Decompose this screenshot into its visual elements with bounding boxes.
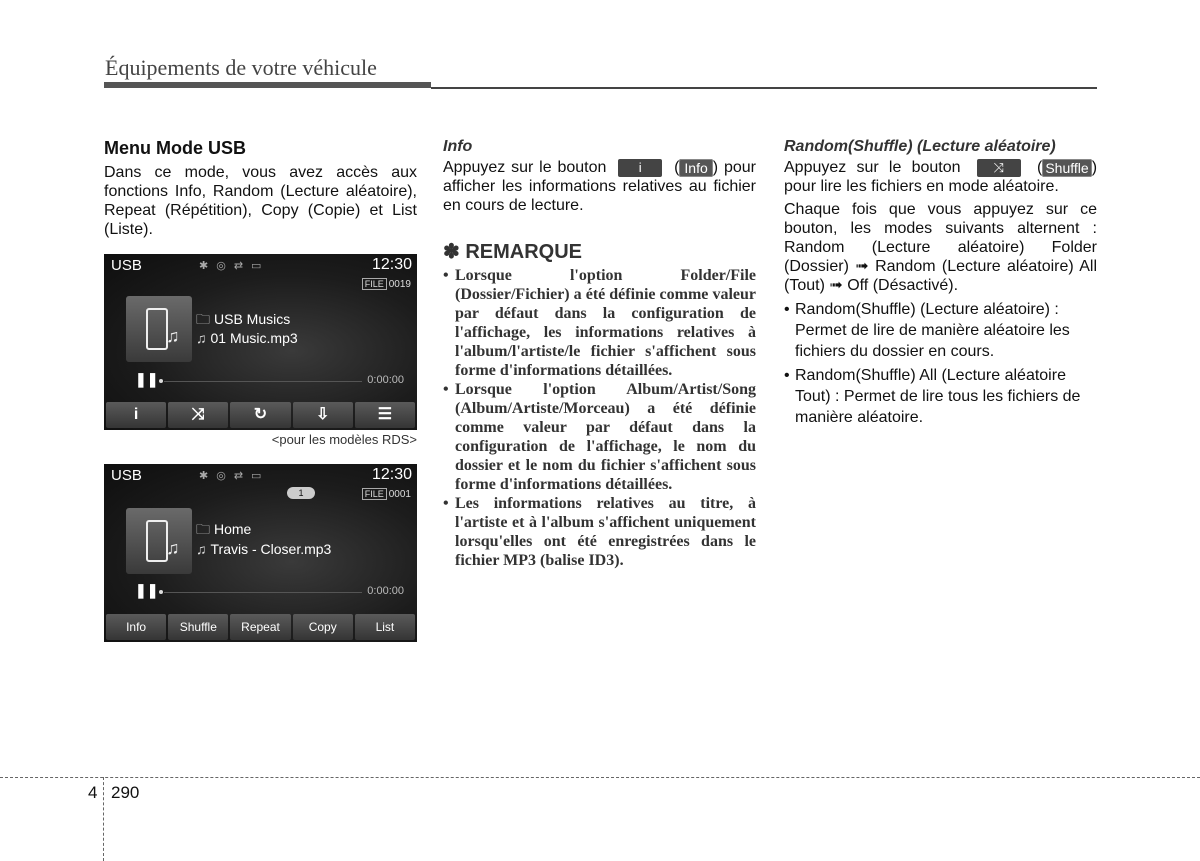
shuffle-button[interactable]: Shuffle: [168, 614, 228, 640]
track-line: [196, 330, 298, 346]
status-icons: ✱◎⇄▭: [199, 470, 270, 482]
screen-button-bar: [106, 402, 415, 428]
folder-name: Home: [214, 521, 252, 537]
screen-mode-label: USB: [111, 467, 142, 484]
remark-title: ✽ REMARQUE: [443, 241, 582, 263]
usb-device-icon: [126, 296, 192, 362]
column-info: [443, 138, 756, 570]
folder-line: [196, 519, 251, 543]
list-button[interactable]: List: [355, 614, 415, 640]
screen-caption: <pour les modèles RDS>: [271, 432, 417, 447]
file-tag: FILE: [362, 488, 387, 500]
folder-name: USB Musics: [214, 311, 291, 327]
section-heading-info: Info: [443, 138, 473, 155]
footer-rule: [0, 777, 1200, 778]
track-name: 01 Music.mp3: [210, 330, 298, 346]
usb-stick-icon: [146, 520, 168, 562]
random-bullet-list: [784, 299, 1097, 428]
shuffle-button[interactable]: ⤨: [168, 402, 228, 428]
folder-icon: 🗀: [196, 521, 210, 537]
progress-knob[interactable]: [159, 379, 163, 383]
screen-button-bar: [106, 614, 415, 640]
info-icon-button: i: [618, 159, 662, 177]
file-number: 0019: [388, 279, 411, 290]
shuffle-label-button: Shuffle: [1042, 159, 1091, 177]
screen-status-bar: [104, 464, 417, 486]
elapsed-time: 0:00:00: [367, 585, 404, 597]
copy-button[interactable]: Copy: [293, 614, 353, 640]
random-text-lead: Appuyez sur le bouton: [784, 159, 961, 176]
column-random: [784, 138, 1097, 431]
section-heading-random: Random(Shuffle) (Lecture aléatoire): [784, 138, 1056, 155]
shuffle-icon-button: ⤨: [977, 159, 1021, 177]
music-note-icon: ♫: [196, 541, 207, 557]
list-button[interactable]: ☰: [355, 402, 415, 428]
file-counter: [362, 489, 411, 500]
usb-device-icon: [126, 508, 192, 574]
info-button[interactable]: i: [106, 402, 166, 428]
column-usb-menu: [104, 138, 417, 239]
pause-icon[interactable]: ❚❚: [135, 582, 159, 598]
info-text-lead: Appuyez sur le bouton: [443, 159, 607, 176]
header-rule: [104, 82, 431, 88]
progress-bar[interactable]: [164, 592, 362, 593]
footer-vertical-rule: [103, 777, 104, 861]
file-tag: FILE: [362, 278, 387, 290]
progress-bar[interactable]: [164, 381, 362, 382]
screen-mode-label: USB: [111, 257, 142, 274]
pause-icon[interactable]: ❚❚: [135, 371, 159, 387]
info-button[interactable]: Info: [106, 614, 166, 640]
track-name: Travis - Closer.mp3: [210, 541, 332, 557]
folder-icon: 🗀: [196, 311, 210, 327]
repeat-one-badge: 1: [287, 487, 315, 499]
repeat-button[interactable]: Repeat: [230, 614, 290, 640]
remark-item: • Les informations relatives au titre, à l'artiste et à l'album s'affichent uniquement lorsqu'elles ont été enregistrées dans le fichier MP3 (balise ID3).: [443, 494, 756, 570]
file-counter: [362, 279, 411, 290]
random-text-tail: pour lire les fichiers en mode aléatoire.: [784, 178, 1059, 195]
chapter-number: 4: [88, 783, 98, 802]
file-number: 0001: [388, 489, 411, 500]
usb-stick-icon: [146, 308, 168, 350]
random-text: Appuyez sur le bouton ⤨ ( Shuffle ) pour lire les fichiers en mode aléatoire.: [784, 159, 1098, 195]
elapsed-time: 0:00:00: [367, 374, 404, 386]
screen-clock: 12:30: [371, 256, 412, 273]
usb-screen-standard: [104, 464, 417, 642]
status-icons: ✱◎⇄▭: [199, 260, 270, 272]
page-header-title: Équipements de votre véhicule: [105, 55, 377, 80]
music-note-icon: ♫: [196, 330, 207, 346]
repeat-button[interactable]: ↻: [230, 402, 290, 428]
progress-knob[interactable]: [159, 590, 163, 594]
usb-screen-rds: [104, 254, 417, 430]
screen-status-bar: [104, 254, 417, 276]
page-number: 290: [111, 783, 140, 802]
screen-clock: 12:30: [371, 466, 412, 483]
random-modes-text: Chaque fois que vous appuyez sur ce bouton, les modes suivants alternent : Random (Lecture aléatoire) Folder (Dossier) ➟ Random (Lecture aléatoire) All (Tout) ➟ Off (Désactivé).: [784, 201, 1097, 294]
bullet-item: • Random(Shuffle) All (Lecture aléatoire Tout) : Permet de lire tous les fichiers de manière aléatoire.: [784, 365, 1097, 428]
music-note-icon: ♫: [166, 326, 180, 346]
remark-item: • Lorsque l'option Folder/File (Dossier/Fichier) a été définie comme valeur par défaut dans la configuration de l'affichage, les informations relatives à l'album/l'artiste/le fichier s'affichent sous forme d'informations détaillées.: [443, 266, 756, 380]
music-note-icon: ♫: [166, 538, 180, 558]
bullet-item: • Random(Shuffle) (Lecture aléatoire) : Permet de lire de manière aléatoire les fichiers du dossier en cours.: [784, 299, 1097, 362]
usb-menu-intro: Dans ce mode, vous avez accès aux fonctions Info, Random (Lecture aléatoire), Repeat (Répétition), Copy (Copie) et List (Liste).: [104, 164, 417, 238]
info-text: Appuyez sur le bouton i ( Info ) pour afficher les informations relatives au fichier en cours de lecture.: [443, 159, 756, 214]
remark-item: • Lorsque l'option Album/Artist/Song (Album/Artiste/Morceau) a été définie comme valeur par défaut dans la configuration de l'affichage, le nom du dossier et le nom du fichier s'affichent sous forme d'informations détaillées.: [443, 380, 756, 494]
info-text-tail: pour afficher les informations relatives au fichier en cours de lecture.: [443, 159, 756, 214]
track-line: [196, 541, 331, 557]
remark-list: [443, 266, 756, 570]
copy-button[interactable]: ⇩: [293, 402, 353, 428]
section-heading-usb-menu: Menu Mode USB: [104, 138, 246, 158]
header-rule-thin: [431, 87, 1097, 89]
info-label-button: Info: [679, 159, 712, 177]
